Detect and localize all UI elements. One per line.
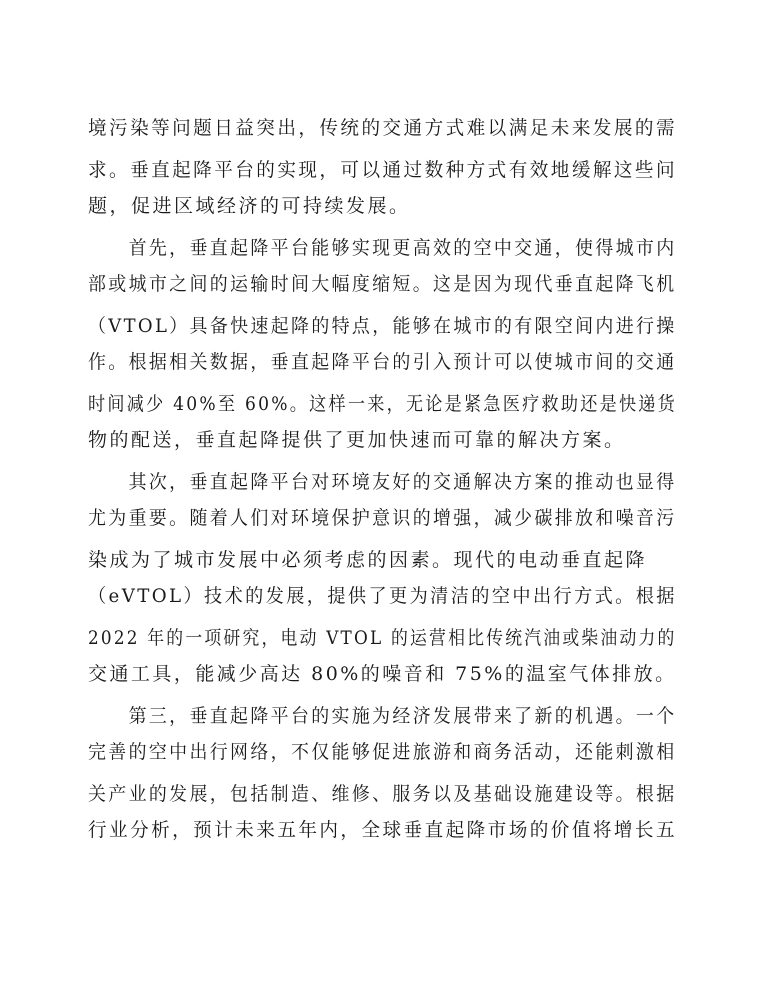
text-line: （eVTOL）技术的发展，提供了更为清洁的空中出行方式。根据 <box>88 585 677 607</box>
text-line: 其次，垂直起降平台对环境友好的交通解决方案的推动也显得 <box>88 471 677 493</box>
text-line: 首先，垂直起降平台能够实现更高效的空中交通，使得城市内 <box>88 237 677 259</box>
text-line: 染成为了城市发展中必须考虑的因素。现代的电动垂直起降 <box>88 549 648 571</box>
text-line: 尤为重要。随着人们对环境保护意识的增强，减少碳排放和噪音污 <box>88 507 677 529</box>
text-line: 行业分析，预计未来五年内，全球垂直起降市场的价值将增长五 <box>88 819 678 841</box>
text-line: 交通工具，能减少高达 80%的噪音和 75%的温室气体排放。 <box>88 663 677 685</box>
text-line: 关产业的发展，包括制造、维修、服务以及基础设施建设等。根据 <box>88 783 677 805</box>
text-line: 时间减少 40%至 60%。这样一来，无论是紧急医疗救助还是快递货 <box>88 393 678 415</box>
text-line: 境污染等问题日益突出，传统的交通方式难以满足未来发展的需 <box>88 117 678 139</box>
text-line: 物的配送，垂直起降提供了更加快速而可靠的解决方案。 <box>88 429 626 451</box>
text-line: 作。根据相关数据，垂直起降平台的引入预计可以使城市间的交通 <box>88 351 677 373</box>
text-line: 求。垂直起降平台的实现，可以通过数种方式有效地缓解这些问 <box>88 159 678 181</box>
text-line: 部或城市之间的运输时间大幅度缩短。这是因为现代垂直起降飞机 <box>88 273 677 295</box>
text-line: 2022 年的一项研究，电动 VTOL 的运营相比传统汽油或柴油动力的 <box>88 627 677 649</box>
text-line: 题，促进区域经济的可持续发展。 <box>88 195 411 217</box>
text-line: 完善的空中出行网络，不仅能够促进旅游和商务活动，还能刺激相 <box>88 741 677 763</box>
text-line: 第三，垂直起降平台的实施为经济发展带来了新的机遇。一个 <box>88 705 677 727</box>
text-line: （VTOL）具备快速起降的特点，能够在城市的有限空间内进行操 <box>88 315 677 337</box>
